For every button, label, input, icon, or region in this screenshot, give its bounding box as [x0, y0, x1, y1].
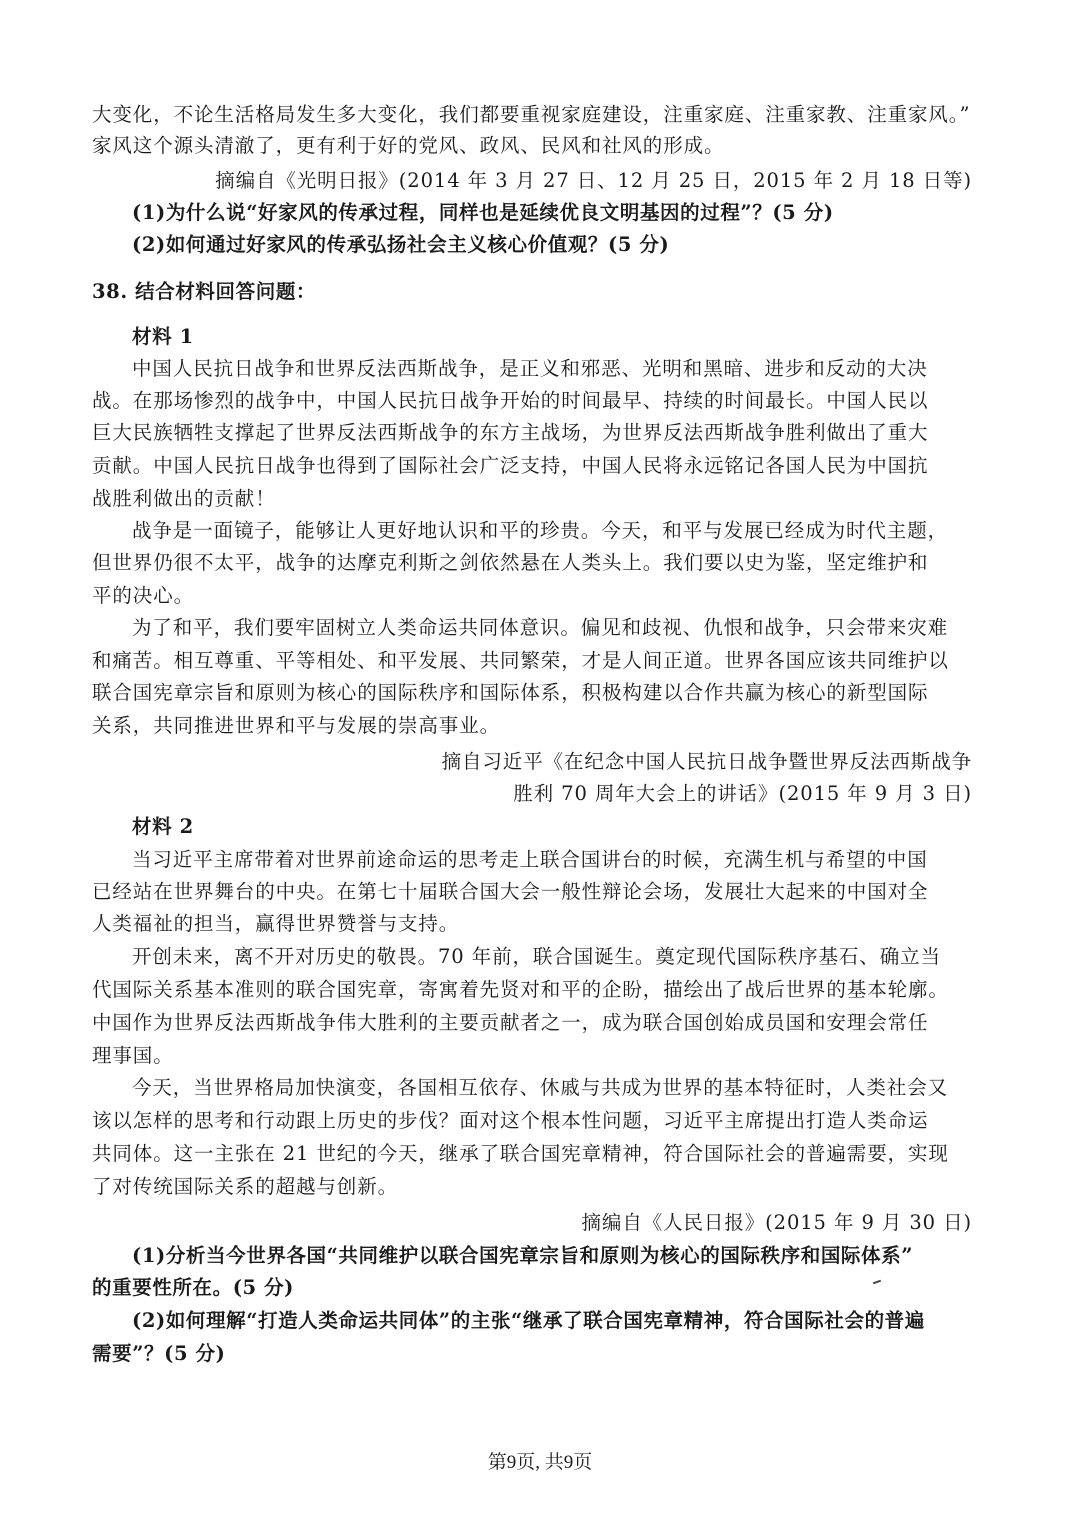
body-text-line: 巨大民族牺牲支撑起了世界反法西斯战争的东方主战场，为世界反法西斯战争胜利做出了重大 [92, 421, 929, 444]
body-text-line: 该以怎样的思考和行动跟上历史的步伐？面对这个根本性问题，习近平主席提出打造人类命运 [92, 1109, 929, 1132]
body-text-line: 和痛苦。相互尊重、平等相处、和平发展、共同繁荣，才是人间正道。世界各国应该共同维护以 [92, 649, 949, 672]
material-title: 材料 2 [132, 815, 194, 838]
source-citation: 摘自习近平《在纪念中国人民抗日战争暨世界反法西斯战争 [441, 750, 972, 773]
source-citation: 摘编自《人民日报》(2015 年 9 月 30 日) [581, 1211, 972, 1234]
body-text-line: 贡献。中国人民抗日战争也得到了国际社会广泛支持，中国人民将永远铭记各国人民为中国抗 [92, 454, 929, 477]
body-text-line: 人类福祉的担当，赢得世界赞誉与支持。 [92, 912, 460, 935]
body-text-line: 大变化，不论生活格局发生多大变化，我们都要重视家庭建设，注重家庭、注重家教、注重家风。” [92, 103, 971, 126]
body-text-line: 已经站在世界舞台的中央。在第七十届联合国大会一般性辩论会场，发展壮大起来的中国对全 [92, 880, 929, 903]
body-text-line: 中国人民抗日战争和世界反法西斯战争，是正义和邪恶、光明和黑暗、进步和反动的大决 [132, 357, 928, 380]
body-text-line: 开创未来，离不开对历史的敬畏。70 年前，联合国诞生。奠定现代国际秩序基石、确立当 [132, 945, 941, 968]
body-text-line: 平的决心。 [92, 584, 195, 607]
question-item: (1)分析当今世界各国“共同维护以联合国宪章宗旨和原则为核心的国际秩序和国际体系” [132, 1244, 914, 1267]
question-item: 需要”？(5 分) [92, 1342, 226, 1365]
question-item: (2)如何理解“打造人类命运共同体”的主张“继承了联合国宪章精神，符合国际社会的普遍 [132, 1309, 925, 1332]
question-item: (1)为什么说“好家风的传承过程，同样也是延续优良文明基因的过程”？(5 分) [132, 201, 834, 224]
body-text-line: 但世界仍很不太平，战争的达摩克利斯之剑依然悬在人类头上。我们要以史为鉴，坚定维护和 [92, 551, 929, 574]
question-item: (2)如何通过好家风的传承弘扬社会主义核心价值观？(5 分) [132, 233, 670, 256]
page-number: 第9页, 共9页 [487, 1452, 593, 1473]
question-heading: 38. 结合材料回答问题： [92, 280, 317, 303]
body-text-line: 为了和平，我们要牢固树立人类命运共同体意识。偏见和歧视、仇恨和战争，只会带来灾难 [132, 616, 949, 639]
question-item: 的重要性所在。(5 分) [92, 1276, 295, 1299]
body-text-line: 共同体。这一主张在 21 世纪的今天，继承了联合国宪章精神，符合国际社会的普遍需要，实现 [92, 1142, 949, 1165]
body-text-line: 关系，共同推进世界和平与发展的崇高事业。 [92, 714, 501, 737]
body-text-line: 了对传统国际关系的超越与创新。 [92, 1175, 399, 1198]
body-text-line: 战胜利做出的贡献！ [92, 487, 276, 510]
source-citation: 胜利 70 周年大会上的讲话》(2015 年 9 月 3 日) [513, 782, 972, 805]
body-text-line: 当习近平主席带着对世界前途命运的思考走上联合国讲台的时候，充满生机与希望的中国 [132, 848, 928, 871]
body-text-line: 联合国宪章宗旨和原则为核心的国际秩序和国际体系，积极构建以合作共赢为核心的新型国际 [92, 681, 929, 704]
body-text-line: 今天，当世界格局加快演变，各国相互依存、休戚与共成为世界的基本特征时，人类社会又 [132, 1076, 949, 1099]
source-citation: 摘编自《光明日报》(2014 年 3 月 27 日、12 月 25 日，2015 年 2 月 18 日等) [215, 169, 972, 192]
body-text-line: 中国作为世界反法西斯战争伟大胜利的主要贡献者之一，成为联合国创始成员国和安理会常任 [92, 1011, 929, 1034]
body-text-line: 战。在那场惨烈的战争中，中国人民抗日战争开始的时间最早、持续的时间最长。中国人民以 [92, 389, 929, 412]
body-text-line: 代国际关系基本准则的联合国宪章，寄寓着先贤对和平的企盼，描绘出了战后世界的基本轮廓。 [92, 978, 949, 1001]
material-title: 材料 1 [132, 325, 194, 348]
body-text-line: 理事国。 [92, 1044, 174, 1067]
body-text-line: 战争是一面镜子，能够让人更好地认识和平的珍贵。今天，和平与发展已经成为时代主题， [132, 519, 949, 542]
body-text-line: 家风这个源头清澈了，更有利于好的党风、政风、民风和社风的形成。 [92, 134, 725, 157]
